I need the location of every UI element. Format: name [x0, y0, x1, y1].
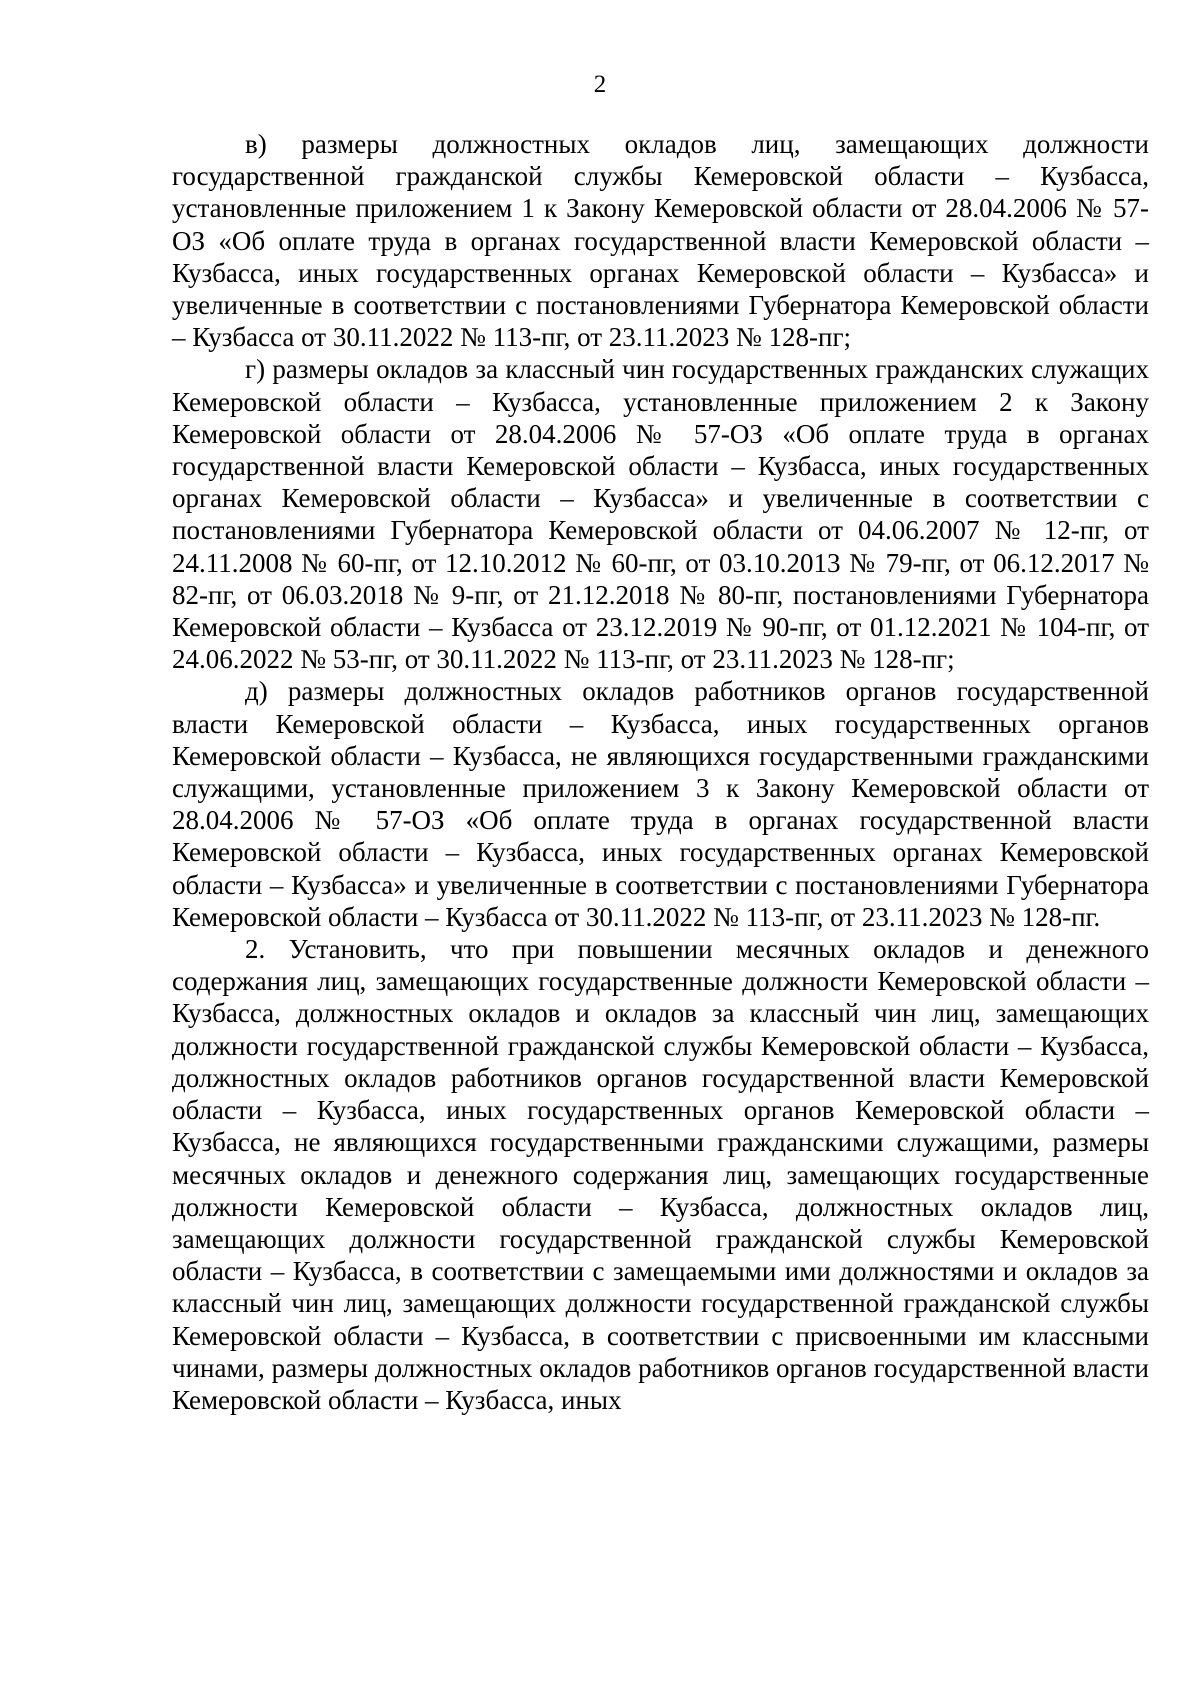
- paragraph-item-g: г) размеры окладов за классный чин государственных гражданских служащих Кемеровской области – Кузбасса, установленные приложением 2 к Закону Кемеровской области от 28.04.2006 № 57-ОЗ «Об оплате труда в органах государственной власти Кемеровской области – Кузбасса, иных государственных органах Кемеровской области – Кузбасса» и увеличенные в соответствии с постановлениями Губернатора Кемеровской области от 04.06.2007 № 12-пг, от 24.11.2008 № 60-пг, от 12.10.2012 № 60-пг, от 03.10.2013 № 79-пг, от 06.12.2017 № 82-пг, от 06.03.2018 № 9-пг, от 21.12.2018 № 80-пг, постановлениями Губернатора Кемеровской области – Кузбасса от 23.12.2019 № 90-пг, от 01.12.2021 № 104-пг, от 24.06.2022 № 53-пг, от 30.11.2022 № 113-пг, от 23.11.2023 № 128-пг;: [172, 354, 1149, 675]
- document-body: [172, 128, 1149, 1416]
- paragraph-item-v: в) размеры должностных окладов лиц, замещающих должности государственной гражданской службы Кемеровской области – Кузбасса, установленные приложением 1 к Закону Кемеровской области от 28.04.2006 № 57-ОЗ «Об оплате труда в органах государственной власти Кемеровской области – Кузбасса, иных государственных органах Кемеровской области – Кузбасса» и увеличенные в соответствии с постановлениями Губернатора Кемеровской области – Кузбасса от 30.11.2022 № 113-пг, от 23.11.2023 № 128-пг;: [172, 129, 1149, 353]
- paragraph-clause-2: 2. Установить, что при повышении месячных окладов и денежного содержания лиц, замещающих государственные должности Кемеровской области – Кузбасса, должностных окладов и окладов за классный чин лиц, замещающих должности государственной гражданской службы Кемеровской области – Кузбасса, должностных окладов работников органов государственной власти Кемеровской области – Кузбасса, иных государственных органов Кемеровской области – Кузбасса, не являющихся государственными гражданскими служащими, размеры месячных окладов и денежного содержания лиц, замещающих государственные должности Кемеровской области – Кузбасса, должностных окладов лиц, замещающих должности государственной гражданской службы Кемеровской области – Кузбасса, в соответствии с замещаемыми ими должностями и окладов за классный чин лиц, замещающих должности государственной гражданской службы Кемеровской области – Кузбасса, в соответствии с присвоенными им классными чинами, размеры должностных окладов работников органов государственной власти Кемеровской области – Кузбасса, иных: [172, 934, 1149, 1415]
- page-number: 2: [593, 71, 607, 98]
- paragraph-item-d: д) размеры должностных окладов работников органов государственной власти Кемеровской области – Кузбасса, иных государственных органов Кемеровской области – Кузбасса, не являющихся государственными гражданскими служащими, установленные приложением 3 к Закону Кемеровской области от 28.04.2006 № 57-ОЗ «Об оплате труда в органах государственной власти Кемеровской области – Кузбасса, иных государственных органах Кемеровской области – Кузбасса» и увеличенные в соответствии с постановлениями Губернатора Кемеровской области – Кузбасса от 30.11.2022 № 113-пг, от 23.11.2023 № 128-пг.: [172, 676, 1149, 932]
